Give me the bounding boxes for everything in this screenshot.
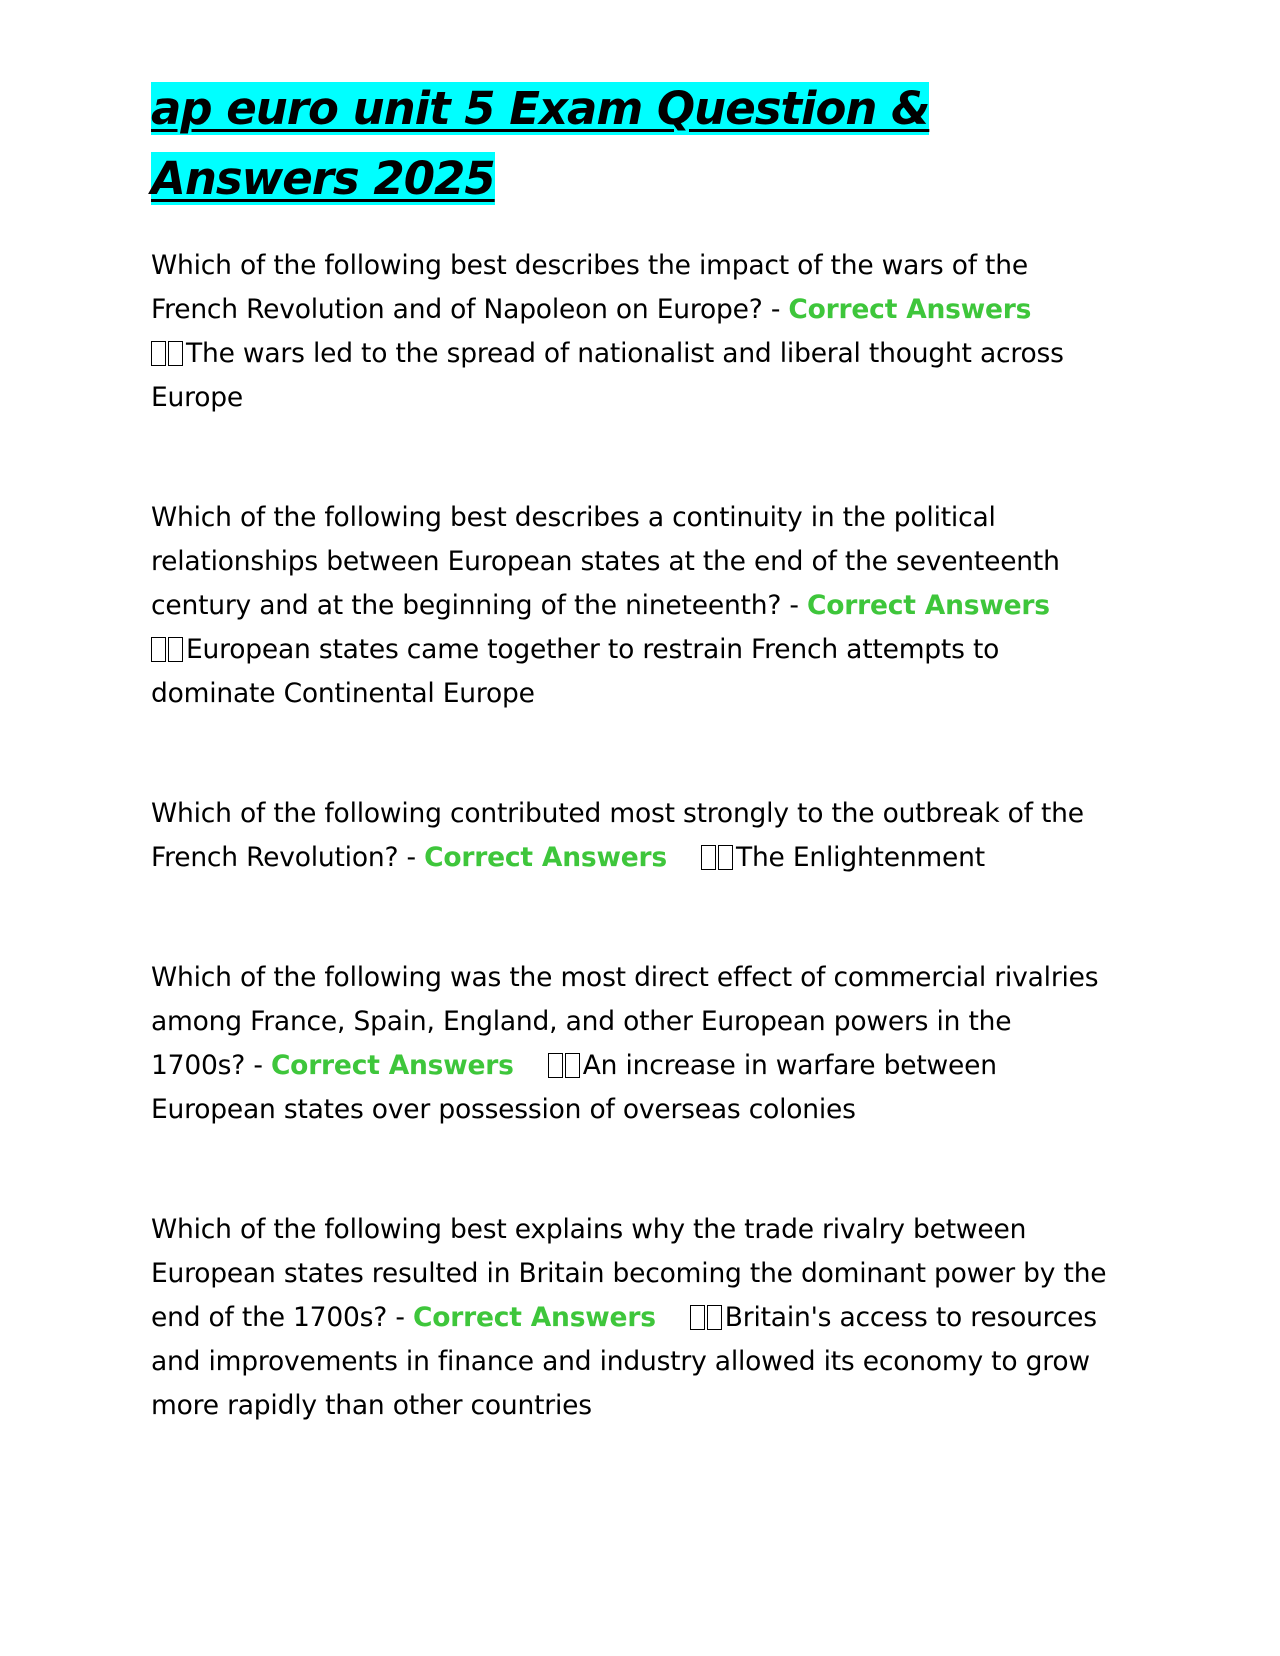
qa-item-1 bbox=[151, 244, 1111, 420]
correct-answers-label: Correct Answers bbox=[807, 590, 1050, 621]
missing-glyph-icon bbox=[718, 845, 733, 870]
qa-item-5 bbox=[151, 1208, 1111, 1428]
missing-glyph-icon bbox=[707, 1305, 722, 1330]
qa-item-3 bbox=[151, 792, 1111, 880]
answer-text: The Enlightenment bbox=[735, 842, 985, 873]
missing-glyph-icon bbox=[168, 341, 183, 366]
answer-text: European states came together to restrain French attempts to dominate Continental Europe bbox=[151, 634, 1000, 709]
qa-item-4 bbox=[151, 956, 1111, 1132]
separator: - bbox=[387, 1302, 413, 1333]
qa-item-2 bbox=[151, 496, 1111, 716]
separator: - bbox=[245, 1050, 271, 1081]
missing-glyph-icon bbox=[690, 1305, 705, 1330]
missing-glyph-icon bbox=[701, 845, 716, 870]
question-text: Which of the following best describes a continuity in the political relationships between European states at the end of the seventeenth century and at the beginning of the nineteenth? bbox=[151, 502, 1060, 621]
missing-glyph-icon bbox=[168, 637, 183, 662]
question-text: Which of the following was the most direct effect of commercial rivalries among France, Spain, England, and other European powers in the 1700s? bbox=[151, 962, 1099, 1081]
question-text: Which of the following best describes the impact of the wars of the French Revolution and of Napoleon on Europe? bbox=[151, 250, 1028, 325]
document-page bbox=[151, 74, 1111, 1504]
missing-glyph-icon bbox=[565, 1053, 580, 1078]
answer-text: An increase in warfare between European states over possession of overseas colonies bbox=[151, 1050, 997, 1125]
title-highlight: ap euro unit 5 Exam Question & Answers 2025 bbox=[151, 82, 930, 205]
correct-answers-label: Correct Answers bbox=[412, 1302, 656, 1333]
separator: - bbox=[781, 590, 807, 621]
correct-answers-label: Correct Answers bbox=[788, 294, 1032, 325]
missing-glyph-icon bbox=[151, 637, 166, 662]
correct-answers-label: Correct Answers bbox=[424, 842, 667, 873]
document-title bbox=[151, 74, 971, 214]
answer-text: The wars led to the spread of nationalist and liberal thought across Europe bbox=[151, 338, 1064, 413]
separator: - bbox=[398, 842, 425, 873]
question-text: Which of the following best explains why the trade rivalry between European states resulted in Britain becoming the dominant power by the end of the 1700s? bbox=[151, 1214, 1107, 1333]
correct-answers-label: Correct Answers bbox=[270, 1050, 514, 1081]
question-text: Which of the following contributed most strongly to the outbreak of the French Revolution? bbox=[151, 798, 1084, 873]
missing-glyph-icon bbox=[151, 341, 166, 366]
separator: - bbox=[762, 294, 789, 325]
missing-glyph-icon bbox=[548, 1053, 563, 1078]
answer-text: Britain's access to resources and improvements in finance and industry allowed its economy to grow more rapidly than other countries bbox=[151, 1302, 1097, 1421]
